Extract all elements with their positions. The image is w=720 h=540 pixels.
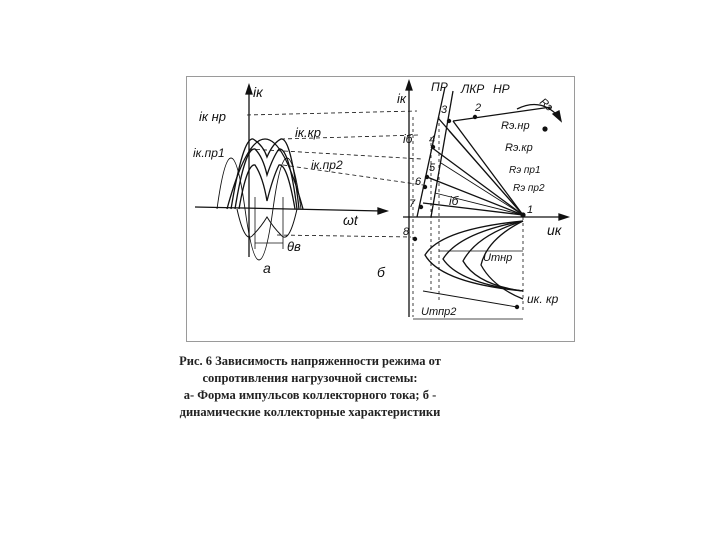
label-point-8: 8 [403, 226, 410, 238]
caption-line-4: динамические коллекторные характеристики [179, 405, 441, 419]
figure-frame [186, 76, 575, 342]
ac-load-pr1 [431, 147, 523, 215]
point-8 [413, 237, 417, 241]
label-um-nr: Umнр [483, 252, 513, 264]
label-point-1: 1 [527, 204, 534, 216]
label-uk-kr: uк. кр [527, 292, 559, 306]
label-point-2: 2 [475, 102, 482, 114]
point-1 [520, 212, 525, 217]
axis-ik-b-arrow [406, 81, 412, 90]
label-nr: НР [493, 82, 510, 96]
label-lkr: ЛКР [461, 82, 485, 96]
label-omega-t: ωt [343, 212, 358, 228]
point-7 [419, 205, 423, 209]
point-rho [542, 126, 547, 131]
label-ik-axis-b: iк [397, 91, 407, 106]
figure-caption [160, 353, 460, 421]
label-theta: θв [287, 239, 301, 254]
label-point-3: 3 [441, 104, 448, 116]
dash-lower [277, 235, 411, 237]
caption-line-1: Рис. 6 Зависимость напряженности режима от [179, 354, 441, 368]
point-2 [473, 115, 477, 119]
label-r-pr1: Rэ пр1 [509, 165, 541, 176]
point-5 [425, 175, 429, 179]
axis-uk-b-arrow [559, 214, 568, 220]
label-r-pr2: Rэ пр2 [513, 183, 545, 194]
label-panel-a: а [263, 260, 271, 276]
label-uk: uк [547, 222, 562, 238]
label-ik-nr: iк нр [199, 109, 227, 124]
label-panel-b: б [377, 264, 385, 280]
label-ik-kr: iк.кр [295, 125, 322, 140]
label-um-pr2: Umпр2 [421, 306, 457, 318]
label-ik-axis: iк [253, 84, 263, 100]
label-point-4: 4 [429, 134, 436, 146]
point-um [515, 305, 519, 309]
pulse-pr2 [239, 165, 295, 209]
label-r-kr: Rэ.кр [505, 142, 533, 154]
axis-wt-a [195, 207, 383, 211]
label-ib-mid: iб [449, 194, 459, 208]
point-3 [447, 119, 451, 123]
line-nr-top [453, 107, 551, 121]
label-point-5: 5 [429, 162, 436, 174]
label-pr: ПР [431, 80, 448, 94]
caption-line-3: а- Форма импульсов коллекторного тока; б - [183, 388, 437, 402]
dash-ik-pr2 [283, 165, 423, 185]
axis-wt-a-arrow [378, 208, 387, 214]
caption-line-2: сопротивления нагрузочной системы: [202, 371, 418, 385]
wave-bottom [423, 291, 517, 307]
label-ik-pr2: iк.пр2 [311, 158, 343, 172]
label-ib-axis: iб [403, 132, 413, 146]
label-ik-pr1: iк.пр1 [193, 146, 225, 160]
label-point-6: 6 [415, 176, 422, 188]
label-r-nr: Rэ.нр [501, 120, 530, 132]
label-point-7: 7 [409, 198, 416, 210]
point-6 [423, 185, 427, 189]
label-rho: Rэ [537, 96, 556, 114]
figure-diagram [187, 77, 574, 341]
axis-ik-a-arrow [246, 85, 252, 94]
dash-ik-nr [247, 111, 417, 115]
